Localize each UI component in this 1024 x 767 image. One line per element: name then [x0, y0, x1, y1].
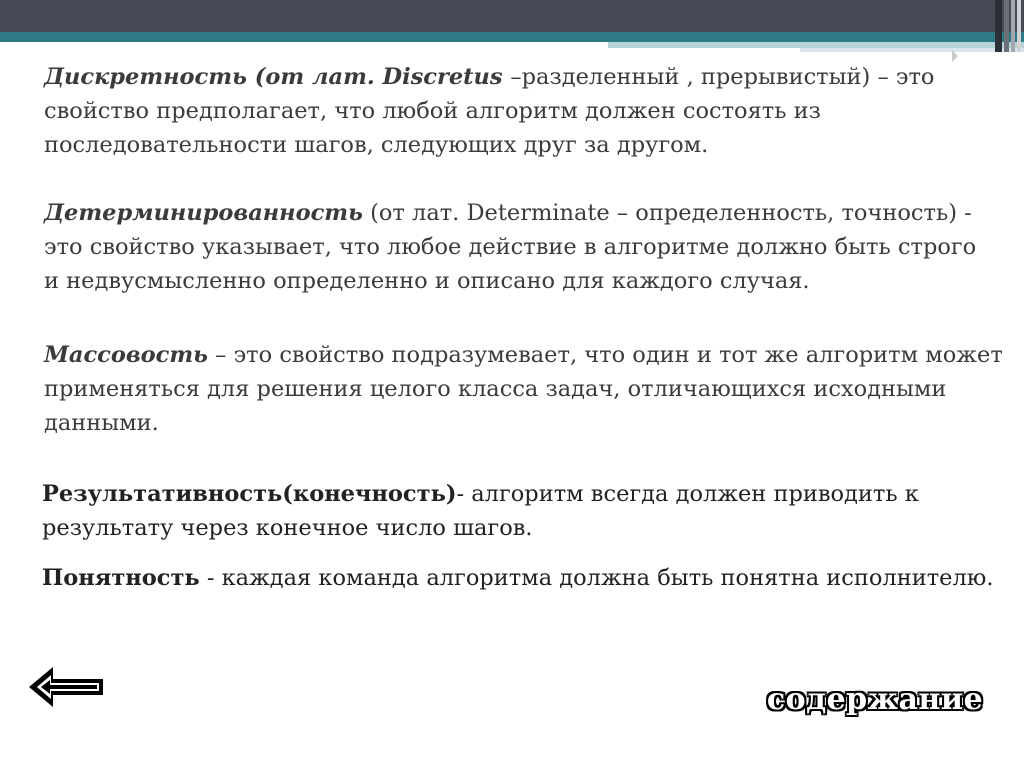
definition-clarity [42, 561, 1002, 595]
arrow-left-icon [26, 664, 106, 710]
header-stripe [1017, 0, 1021, 52]
definition-term: Детерминированность [44, 200, 363, 226]
definition-term: Понятность [42, 565, 200, 591]
header-bar [0, 0, 1024, 32]
definition-term: Результативность(конечность) [42, 481, 457, 507]
definition-term: Дискретность (от лат. Discretus [44, 64, 511, 90]
back-button[interactable] [26, 664, 106, 710]
header-stripe [1011, 0, 1015, 52]
definition-term: Массовость [44, 342, 209, 368]
header-stripe [1004, 0, 1009, 52]
definition-body: – это свойство подразумевает, что один и тот же алгоритм может применяться для решения целого класса задач, отличающихся исходными данными. [44, 342, 1003, 436]
definition-effectiveness [42, 477, 1002, 545]
definition-body: - каждая команда алгоритма должна быть понятна исполнителю. [199, 565, 994, 591]
definition-mass-character [44, 338, 1004, 440]
definition-body: (от лат. Determinate – определенность, точность) - это свойство указывает, что любое действие в алгоритме должно быть строго и недвусмысленно определенно и описано для каждого случая. [44, 200, 977, 294]
definition-body: –разделенный , прерывистый) – это свойство предполагает, что любой алгоритм должен состоять из последовательности шагов, следующих друг за другом. [44, 64, 935, 158]
definition-discreteness [44, 60, 994, 162]
header-stripe [995, 0, 1002, 52]
header-accent-bar [0, 32, 1024, 42]
definition-determinism [44, 196, 994, 298]
contents-link[interactable]: содержание [766, 682, 984, 717]
definition-body: - алгоритм всегда должен приводить к результату через конечное число шагов. [42, 481, 919, 541]
header-accent-line-light [800, 48, 1024, 52]
